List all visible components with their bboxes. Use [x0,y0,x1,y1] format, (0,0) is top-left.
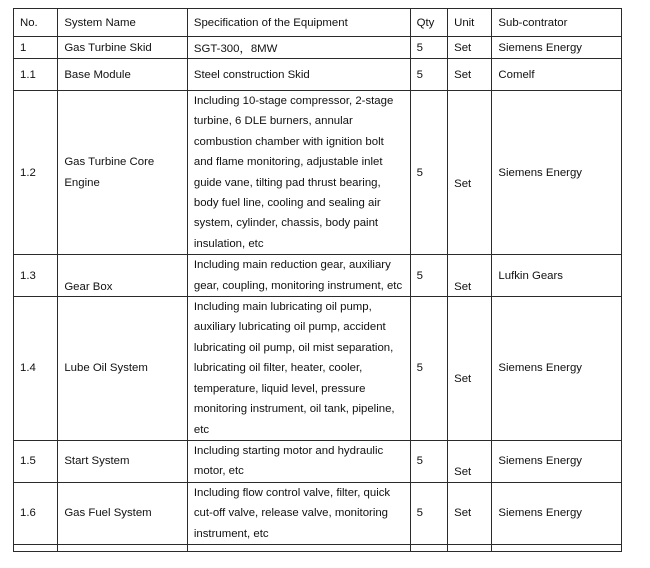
cell-unit: Set [448,37,492,59]
cell-system-name: Gear Box [58,255,188,297]
header-subcontractor: Sub-contrator [492,9,622,37]
cell-unit: Set [448,482,492,544]
header-no: No. [14,9,58,37]
cell-empty [410,544,448,551]
header-system-name: System Name [58,9,188,37]
cell-no: 1.5 [14,440,58,482]
cell-empty [187,544,410,551]
cell-system-name: Lube Oil System [58,297,188,441]
cell-qty: 5 [410,37,448,59]
table-row [14,255,622,297]
cell-system-name: Gas Turbine Skid [58,37,188,59]
cell-subcontractor: Siemens Energy [492,37,622,59]
cell-qty: 5 [410,297,448,441]
table-row [14,297,622,441]
cell-qty: 5 [410,440,448,482]
header-unit: Unit [448,9,492,37]
cell-empty [14,544,58,551]
cell-unit: Set [448,59,492,91]
cell-specification: Including main reduction gear, auxiliary gear, coupling, monitoring instrument, etc [187,255,410,297]
cell-no: 1.4 [14,297,58,441]
cell-specification: Including starting motor and hydraulic motor, etc [187,440,410,482]
cell-system-name: Base Module [58,59,188,91]
cell-specification: Including 10-stage compressor, 2-stage turbine, 6 DLE burners, annular combustion chamber with ignition bolt and flame monitoring, adjustable inlet guide vane, tilting pad thrust bearing, body fuel line, cooling and sealing air system, cylinder, chassis, body paint insulation, etc [187,91,410,255]
table-header-row [14,9,622,37]
cell-specification: Including flow control valve, filter, quick cut-off valve, release valve, monitoring instrument, etc [187,482,410,544]
cell-qty: 5 [410,482,448,544]
table-row [14,91,622,255]
header-specification: Specification of the Equipment [187,9,410,37]
cell-unit: Set [448,297,492,441]
equipment-table [13,8,622,552]
cell-no: 1.2 [14,91,58,255]
cell-qty: 5 [410,59,448,91]
table-row [14,37,622,59]
cell-no: 1.6 [14,482,58,544]
cell-unit: Set [448,440,492,482]
cell-qty: 5 [410,91,448,255]
table-row [14,59,622,91]
cell-unit: Set [448,255,492,297]
table-row [14,482,622,544]
cell-system-name: Gas Turbine Core Engine [58,91,188,255]
table-row-partial [14,544,622,551]
header-qty: Qty [410,9,448,37]
cell-unit: Set [448,91,492,255]
cell-subcontractor: Lufkin Gears [492,255,622,297]
cell-empty [448,544,492,551]
cell-system-name: Gas Fuel System [58,482,188,544]
cell-subcontractor: Comelf [492,59,622,91]
cell-no: 1.1 [14,59,58,91]
cell-empty [492,544,622,551]
cell-empty [58,544,188,551]
cell-specification: Steel construction Skid [187,59,410,91]
cell-no: 1.3 [14,255,58,297]
cell-subcontractor: Siemens Energy [492,440,622,482]
cell-subcontractor: Siemens Energy [492,482,622,544]
cell-no: 1 [14,37,58,59]
cell-qty: 5 [410,255,448,297]
cell-specification: Including main lubricating oil pump, auxiliary lubricating oil pump, accident lubricating oil pump, oil mist separation, lubricating oil filter, heater, cooler, temperature, liquid level, pressure monitoring instrument, oil tank, pipeline, etc [187,297,410,441]
cell-specification: SGT-300，8MW [187,37,410,59]
table-row [14,440,622,482]
cell-subcontractor: Siemens Energy [492,297,622,441]
cell-system-name: Start System [58,440,188,482]
cell-subcontractor: Siemens Energy [492,91,622,255]
